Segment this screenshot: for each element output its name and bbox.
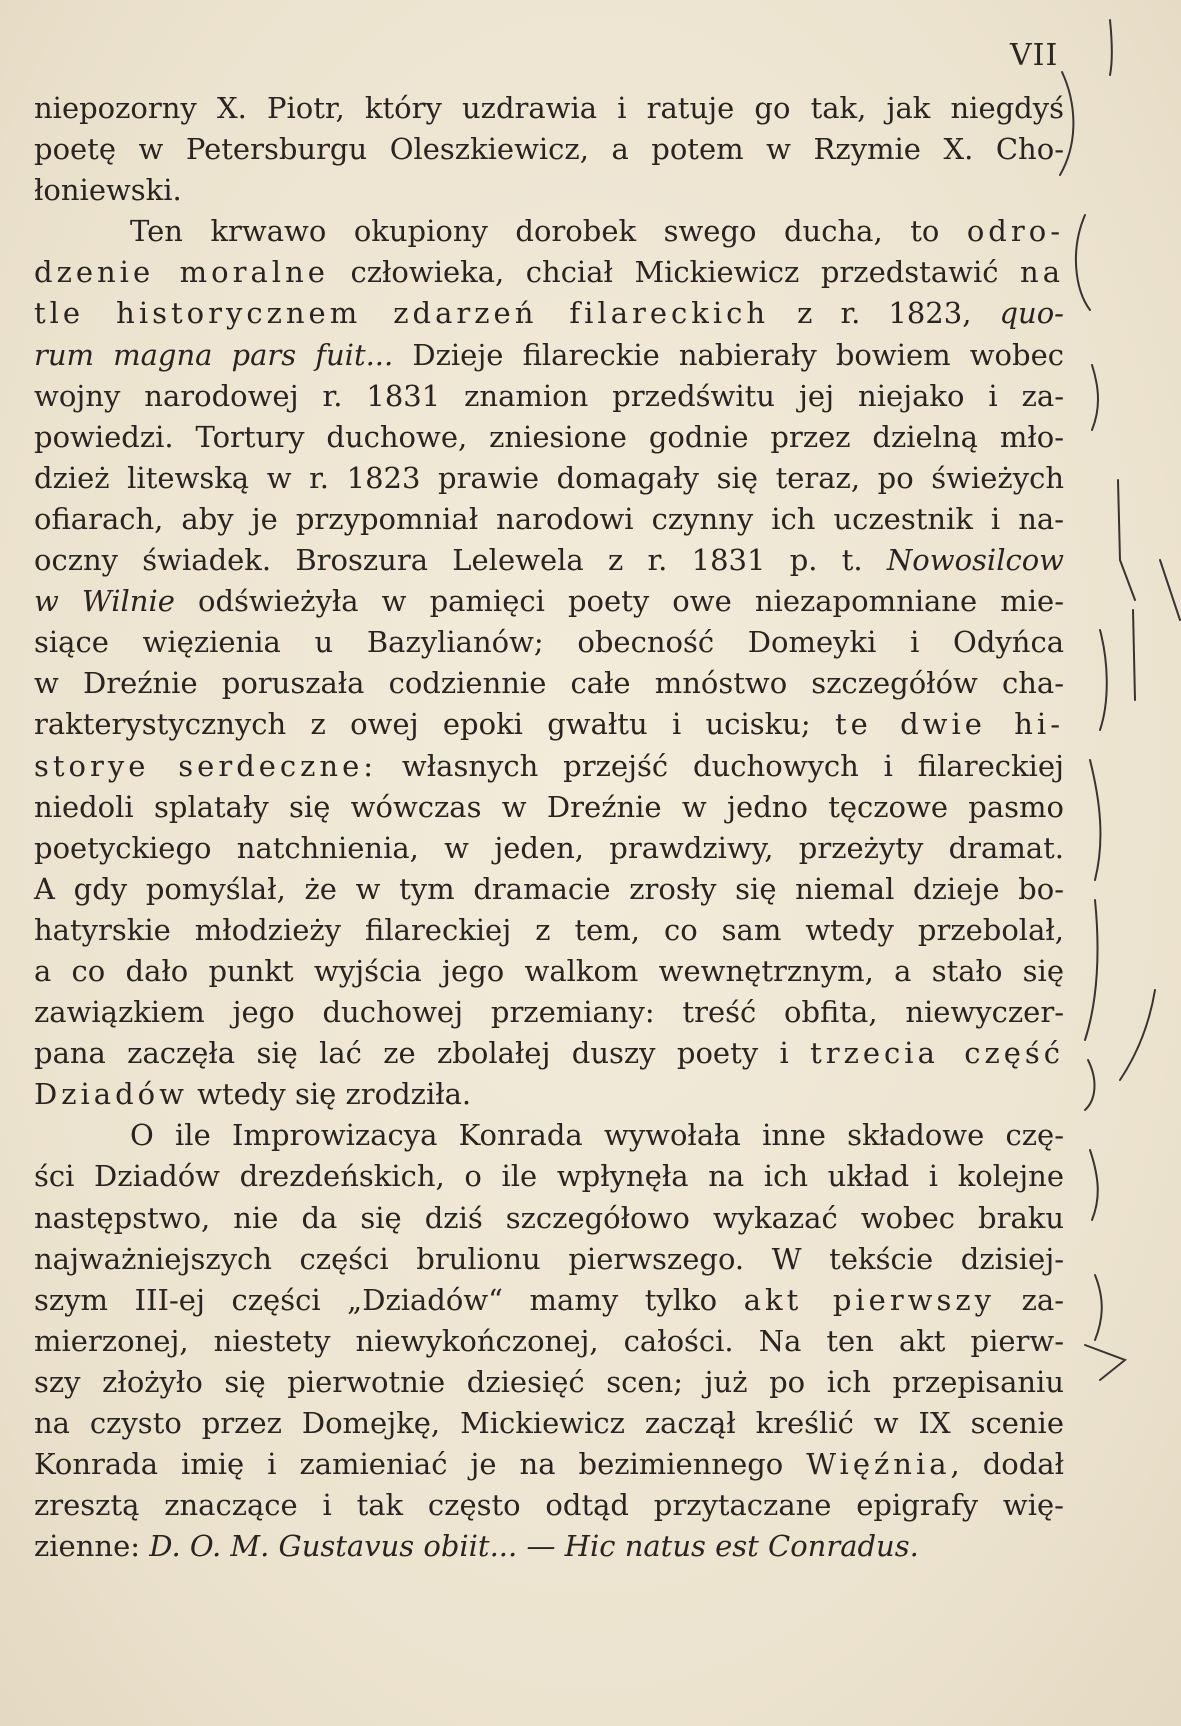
text-segment: na bbox=[1020, 255, 1064, 290]
text-segment: odświeżyła w pamięci poety owe niezapomniane mie- bbox=[174, 584, 1064, 619]
text-segment: siące więzienia u Bazylianów; obecność Domeyki i Odyńca bbox=[34, 625, 1064, 660]
text-segment: odro- bbox=[966, 214, 1064, 249]
text-segment: storye serdeczne: bbox=[34, 748, 378, 783]
text-segment: następstwo, nie da się dziś szczegółowo wykazać wobec braku bbox=[34, 1200, 1064, 1235]
text-segment: najważniejszych części brulionu pierwszego. W tekście dzisiej- bbox=[34, 1241, 1064, 1276]
text-segment: wtedy się zrodziła. bbox=[187, 1077, 472, 1112]
text-segment: w Dreźnie poruszała codziennie całe mnóstwo szczegółów cha- bbox=[34, 666, 1064, 701]
margin-bracket-mark bbox=[1090, 1150, 1098, 1220]
margin-bracket-mark bbox=[1090, 760, 1100, 880]
text-segment: dzenie moralne bbox=[34, 255, 329, 290]
margin-bracket-mark bbox=[1100, 630, 1107, 730]
page-number: VII bbox=[1010, 38, 1059, 73]
text-segment: poetę w Petersburgu Oleszkiewicz, a potem w Rzymie X. Cho- bbox=[34, 132, 1064, 167]
text-segment: quo- bbox=[999, 296, 1064, 331]
margin-bracket-mark bbox=[1092, 365, 1098, 430]
text-segment: za- bbox=[995, 1282, 1064, 1317]
margin-bracket-mark bbox=[1085, 1060, 1094, 1110]
margin-arrow-mark bbox=[1085, 1345, 1125, 1380]
text-segment: mierzonej, niestety niewykończonej, całości. Na ten akt pierw- bbox=[34, 1323, 1064, 1358]
text-segment: niedoli splatały się wówczas w Dreźnie w jedno tęczowe pasmo bbox=[34, 789, 1064, 824]
text-segment: ofiarach, aby je przypomniał narodowi czynny ich uczestnik i na- bbox=[34, 501, 1064, 536]
text-segment: łoniewski. bbox=[34, 173, 182, 208]
margin-bracket-mark bbox=[1085, 900, 1098, 1040]
text-segment: tle historycznem zdarzeń filareckich bbox=[34, 296, 770, 331]
text-segment: zawiązkiem jego duchowej przemiany: treść obfita, niewyczer- bbox=[34, 995, 1064, 1030]
text-segment: ści Dziadów drezdeńskich, o ile wpłynęła na ich układ i kolejne bbox=[34, 1159, 1064, 1194]
margin-line-mark bbox=[1110, 20, 1112, 75]
text-segment: zienne: bbox=[34, 1529, 150, 1564]
text-segment: niepozorny X. Piotr, który uzdrawia i ratuje go tak, jak niegdyś bbox=[34, 91, 1064, 125]
margin-line-mark bbox=[1120, 990, 1155, 1080]
text-segment: dzież litewską w r. 1823 prawie domagały się teraz, po świeżych bbox=[34, 460, 1064, 495]
margin-line-mark bbox=[1133, 560, 1180, 700]
text-segment: akt pierwszy bbox=[743, 1282, 996, 1317]
margin-bracket-mark bbox=[1060, 72, 1073, 175]
text-segment: poetyckiego natchnienia, w jeden, prawdziwy, przeżyty dramat. bbox=[34, 830, 1064, 865]
text-segment: własnych przejść duchowych i filareckiej bbox=[377, 748, 1064, 783]
text-segment: Nowosilcow bbox=[886, 543, 1064, 578]
text-segment: Więźnia bbox=[806, 1447, 951, 1482]
text-segment: powiedzi. Tortury duchowe, zniesione godnie przez dzielną mło- bbox=[34, 419, 1064, 454]
text-segment: zresztą znaczące i tak często odtąd przytaczane epigrafy wię- bbox=[34, 1488, 1064, 1523]
text-segment: O ile Improwizacya Konrada wywołała inne składowe czę- bbox=[130, 1118, 1064, 1153]
text-segment: na czysto przez Domejkę, Mickiewicz zaczął kreślić w IX scenie bbox=[34, 1406, 1064, 1440]
text-segment: Dzieje filareckie nabierały bowiem wobec bbox=[393, 337, 1064, 372]
text-segment: A gdy pomyślał, że w tym dramacie zrosły się niemal dzieje bo- bbox=[34, 871, 1064, 906]
margin-bracket-mark bbox=[1095, 1275, 1102, 1340]
text-segment: wojny narodowej r. 1831 znamion przedświtu jej niejako i za- bbox=[34, 378, 1064, 413]
text-segment: szy złożyło się pierwotnie dziesięć scen; już po ich przepisaniu bbox=[34, 1364, 1064, 1399]
text-segment: szym III-ej części „Dziadów“ mamy tylko bbox=[34, 1282, 744, 1317]
text-segment: Konrada imię i zamieniać je na bezimiennego bbox=[34, 1447, 807, 1482]
text-segment: D. O. M. Gustavus obiit... — Hic natus est Conradus. bbox=[149, 1529, 919, 1564]
text-segment: Ten krwawo okupiony dorobek swego ducha, to bbox=[130, 214, 967, 249]
text-segment: oczny świadek. Broszura Lelewela z r. 1831 p. t. bbox=[34, 543, 887, 578]
text-segment: trzecia część bbox=[810, 1036, 1065, 1071]
text-segment: w Wilnie bbox=[34, 584, 175, 619]
text-segment: rum magna pars fuit... bbox=[34, 337, 394, 372]
text-segment: hatyrskie młodzieży filareckiej z tem, co sam wtedy przebolał, bbox=[34, 912, 1064, 947]
text-segment: rakterystycznych z owej epoki gwałtu i ucisku; bbox=[34, 707, 835, 742]
text-segment: a co dało punkt wyjścia jego walkom wewnętrznym, a stało się bbox=[34, 953, 1064, 988]
text-segment: pana zaczęła się lać ze zbolałej duszy poety i bbox=[34, 1036, 811, 1071]
text-segment: z r. 1823, bbox=[769, 296, 1000, 331]
margin-line-mark bbox=[1118, 480, 1135, 600]
text-segment: człowieka, chciał Mickiewicz przedstawić bbox=[328, 255, 1021, 290]
text-segment: te dwie hi- bbox=[834, 707, 1064, 742]
text-segment: Dziadów bbox=[34, 1077, 188, 1112]
text-segment: , dodał bbox=[950, 1447, 1064, 1482]
margin-bracket-mark bbox=[1076, 215, 1090, 310]
